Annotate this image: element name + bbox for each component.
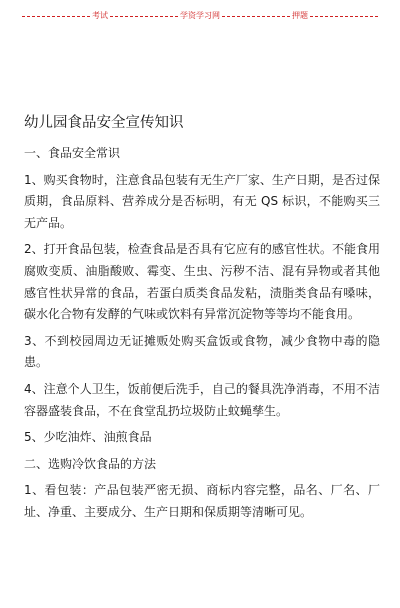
header-word-exam: 考试 <box>92 11 108 20</box>
header-dash-1 <box>22 16 90 17</box>
header-dash-2 <box>110 16 178 17</box>
header-dash-3 <box>222 16 290 17</box>
paragraph-buying-food: 1、购买食物时，注意食品包装有无生产厂家、生产日期，是否过保质期，食品原料、营养成分是否标明，有无 QS 标识，不能购买三无产品。 <box>24 172 380 230</box>
document-body <box>24 112 380 529</box>
section-heading-food-safety: 一、食品安全常识 <box>24 146 121 160</box>
paragraph-check-packaging: 1、看包装：产品包装严密无损、商标内容完整，品名、厂名、厂址、净重、主要成分、生产日期和保质期等清晰可见。 <box>24 483 380 519</box>
paragraph-hygiene: 4、注意个人卫生，饭前便后洗手，自己的餐具洗净消毒，不用不洁容器盛装食品，不在食堂乱扔垃圾防止蚊蝇孳生。 <box>24 381 380 418</box>
header-dash-4 <box>310 16 378 17</box>
page-header-rule <box>22 9 378 23</box>
paragraph-street-vendors: 3、不到校园周边无证摊贩处购买盒饭或食物，减少食物中毒的隐患。 <box>24 333 380 370</box>
document-title: 幼儿园食品安全宣传知识 <box>24 115 184 131</box>
section-heading-cold-drinks: 二、选购冷饮食品的方法 <box>24 456 157 471</box>
paragraph-fried-food: 5、少吃油炸、油煎食品 <box>24 430 152 445</box>
paragraph-open-package: 2、打开食品包装，检查食品是否具有它应有的感官性状。不能食用腐败变质、油脂酸败、霉变、生虫、污秽不洁、混有异物或者其他感官性状异常的食品，若蛋白质类食品发粘，渍脂类食品有嗓味，碳水化合物有发酵的气味或饮料有异常沉淀物等等均不能食用。 <box>24 242 380 322</box>
header-word-predict: 押题 <box>292 11 308 20</box>
header-word-site: 学资学习网 <box>180 11 220 20</box>
